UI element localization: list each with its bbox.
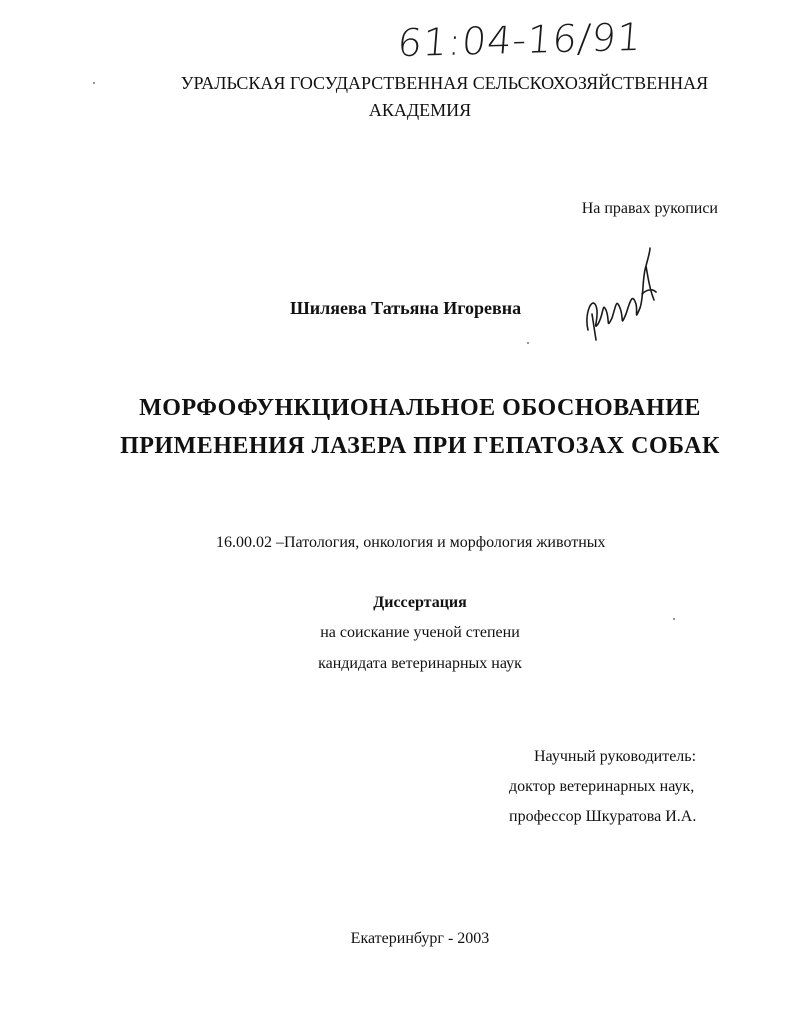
institution-name-line2: АКАДЕМИЯ [368,100,472,120]
supervisor-name: профессор Шкуратова И.А. [509,808,697,825]
dissertation-title-line1: МОРФОФУНКЦИОНАЛЬНОЕ ОБОСНОВАНИЕ [139,395,701,421]
scan-speck [93,82,95,84]
city-year: Екатеринбург - 2003 [350,930,490,947]
scan-speck [673,618,675,620]
dissertation-label: Диссертация [373,594,467,611]
manuscript-rights-note: На правах рукописи [581,200,718,217]
dissertation-title-line2: ПРИМЕНЕНИЯ ЛАЗЕРА ПРИ ГЕПАТОЗАХ СОБАК [120,433,720,459]
handwritten-archive-code: 61:04-16/91 [395,14,644,66]
author-signature [582,244,662,348]
supervisor-heading: Научный руководитель: [534,748,697,765]
institution-name-line1: УРАЛЬСКАЯ ГОСУДАРСТВЕННАЯ СЕЛЬСКОХОЗЯЙСТВЕННАЯ [180,73,709,93]
scan-speck [527,342,529,344]
degree-name: кандидата ветеринарных наук [318,655,522,672]
supervisor-degree: доктор ветеринарных наук, [509,778,695,795]
author-name: Шиляева Татьяна Игоревна [290,298,522,318]
specialty-code: 16.00.02 –Патология, онкология и морфология животных [216,534,606,551]
degree-purpose: на соискание ученой степени [320,624,520,641]
